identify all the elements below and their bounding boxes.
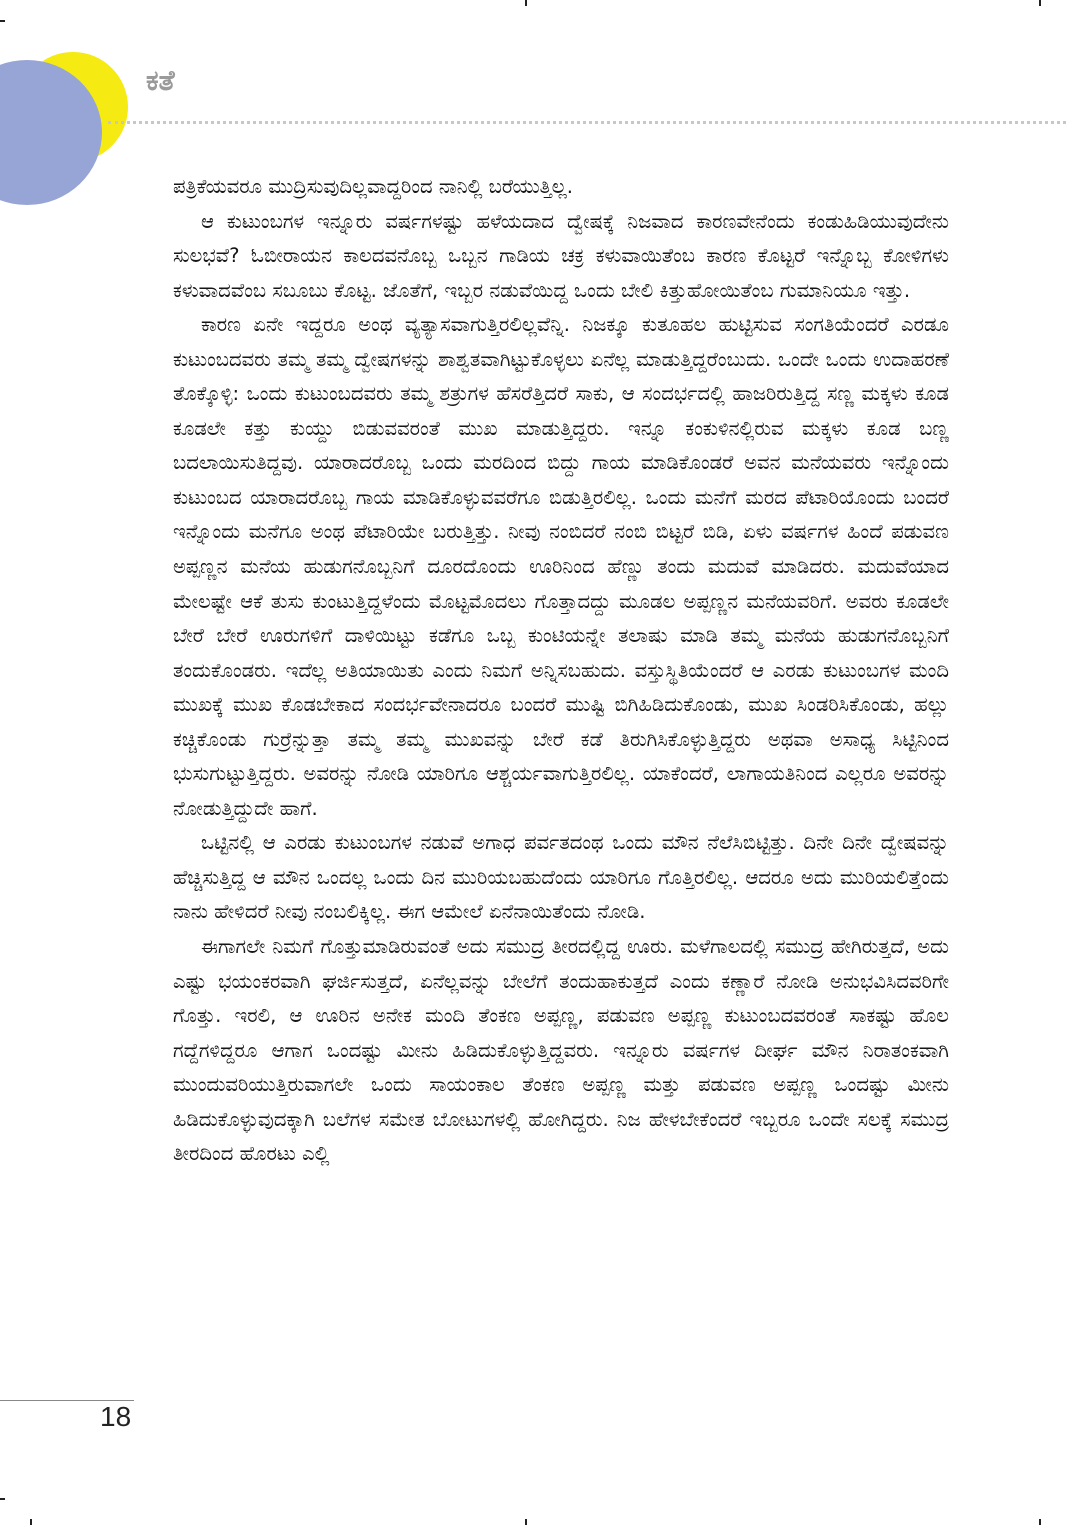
page-number: 18 bbox=[100, 1401, 132, 1432]
crop-mark-top-left bbox=[0, 20, 5, 22]
paragraph: ಆ ಕುಟುಂಬಗಳ ಇನ್ನೂರು ವರ್ಷಗಳಷ್ಟು ಹಳೆಯದಾದ ದ್ವೇಷಕ್ಕೆ ನಿಜವಾದ ಕಾರಣವೇನೆಂದು ಕಂಡುಹಿಡಿಯುವುದೇನು ಸುಲಭವೆ? ಓಬೀರಾಯನ ಕಾಲದವನೊಬ್ಬ ಒಬ್ಬನ ಗಾಡಿಯ ಚಕ್ರ ಕಳುವಾಯಿತೆಂಬ ಕಾರಣ ಕೊಟ್ಟರೆ ಇನ್ನೊಬ್ಬ ಕೋಳಿಗಳು ಕಳುವಾದವೆಂಬ ಸಬೂಬು ಕೊಟ್ಟ. ಜೊತೆಗೆ, ಇಬ್ಬರ ನಡುವೆಯಿದ್ದ ಒಂದು ಬೇಲಿ ಕಿತ್ತುಹೋಯಿತೆಂಬ ಗುಮಾನಿಯೂ ಇತ್ತು. bbox=[173, 209, 949, 302]
crop-mark-bottom-left bbox=[0, 1498, 5, 1500]
crop-mark-bottom-left-v bbox=[30, 1519, 32, 1525]
paragraph: ಪತ್ರಿಕೆಯವರೂ ಮುದ್ರಿಸುವುದಿಲ್ಲವಾದ್ದರಿಂದ ನಾನಿಲ್ಲಿ ಬರೆಯುತ್ತಿಲ್ಲ. bbox=[173, 175, 573, 198]
story-body bbox=[173, 170, 949, 1172]
header-dotted-rule bbox=[108, 121, 1066, 124]
crop-mark-top-center bbox=[525, 0, 527, 6]
crop-mark-bottom-right bbox=[1039, 1519, 1041, 1525]
paragraph: ಒಟ್ಟಿನಲ್ಲಿ ಆ ಎರಡು ಕುಟುಂಬಗಳ ನಡುವೆ ಅಗಾಧ ಪರ್ವತದಂಥ ಒಂದು ಮೌನ ನೆಲೆಸಿಬಿಟ್ಟಿತ್ತು. ದಿನೇ ದಿನೇ ದ್ವೇಷವನ್ನು ಹೆಚ್ಚಿಸುತ್ತಿದ್ದ ಆ ಮೌನ ಒಂದಲ್ಲ ಒಂದು ದಿನ ಮುರಿಯಬಹುದೆಂದು ಯಾರಿಗೂ ಗೊತ್ತಿರಲಿಲ್ಲ. ಆದರೂ ಅದು ಮುರಿಯಲಿತ್ತೆಂದು ನಾನು ಹೇಳಿದರೆ ನೀವು ನಂಬಲಿಕ್ಕಿಲ್ಲ. ಈಗ ಆಮೇಲೆ ಏನೆನಾಯಿತೆಂದು ನೋಡಿ. bbox=[173, 831, 949, 924]
section-title: ಕತೆ bbox=[146, 64, 175, 97]
paragraph: ಈಗಾಗಲೇ ನಿಮಗೆ ಗೊತ್ತುಮಾಡಿರುವಂತೆ ಅದು ಸಮುದ್ರ ತೀರದಲ್ಲಿದ್ದ ಊರು. ಮಳೆಗಾಲದಲ್ಲಿ ಸಮುದ್ರ ಹೇಗಿರುತ್ತದೆ, ಅದು ಎಷ್ಟು ಭಯಂಕರವಾಗಿ ಘರ್ಜಿಸುತ್ತದೆ, ಏನೆಲ್ಲವನ್ನು ಬೇಲೆಗೆ ತಂದುಹಾಕುತ್ತದೆ ಎಂದು ಕಣ್ಣಾರೆ ನೋಡಿ ಅನುಭವಿಸಿದವರಿಗೇ ಗೊತ್ತು. ಇರಲಿ, ಆ ಊರಿನ ಅನೇಕ ಮಂದಿ ತೆಂಕಣ ಅಪ್ಪಣ್ಣ, ಪಡುವಣ ಅಪ್ಪಣ್ಣ ಕುಟುಂಬದವರಂತೆ ಸಾಕಷ್ಟು ಹೊಲ ಗದ್ದೆಗಳಿದ್ದರೂ ಆಗಾಗ ಒಂದಷ್ಟು ಮೀನು ಹಿಡಿದುಕೊಳ್ಳುತ್ತಿದ್ದವರು. ಇನ್ನೂರು ವರ್ಷಗಳ ದೀರ್ಘ ಮೌನ ನಿರಾತಂಕವಾಗಿ ಮುಂದುವರಿಯುತ್ತಿರುವಾಗಲೇ ಒಂದು ಸಾಯಂಕಾಲ ತೆಂಕಣ ಅಪ್ಪಣ್ಣ ಮತ್ತು ಪಡುವಣ ಅಪ್ಪಣ್ಣ ಒಂದಷ್ಟು ಮೀನು ಹಿಡಿದುಕೊಳ್ಳುವುದಕ್ಕಾಗಿ ಬಲೆಗಳ ಸಮೇತ ಬೋಟುಗಳಲ್ಲಿ ಹೋಗಿದ್ದರು. ನಿಜ ಹೇಳಬೇಕೆಂದರೆ ಇಬ್ಬರೂ ಒಂದೇ ಸಲಕ್ಕೆ ಸಮುದ್ರ ತೀರದಿಂದ ಹೊರಟು ಎಲ್ಲಿ bbox=[173, 935, 949, 1166]
crop-mark-bottom-center bbox=[525, 1519, 527, 1525]
crop-mark-top-right bbox=[1039, 0, 1041, 6]
paragraph: ಕಾರಣ ಏನೇ ಇದ್ದರೂ ಅಂಥ ವ್ಯತ್ಯಾಸವಾಗುತ್ತಿರಲಿಲ್ಲವೆನ್ನಿ. ನಿಜಕ್ಕೂ ಕುತೂಹಲ ಹುಟ್ಟಿಸುವ ಸಂಗತಿಯೆಂದರೆ ಎರಡೂ ಕುಟುಂಬದವರು ತಮ್ಮ ತಮ್ಮ ದ್ವೇಷಗಳನ್ನು ಶಾಶ್ವತವಾಗಿಟ್ಟುಕೊಳ್ಳಲು ಏನೆಲ್ಲ ಮಾಡುತ್ತಿದ್ದರೆಂಬುದು. ಒಂದೇ ಒಂದು ಉದಾಹರಣೆ ತೊಕ್ಕೊಳ್ಳಿ: ಒಂದು ಕುಟುಂಬದವರು ತಮ್ಮ ಶತ್ರುಗಳ ಹೆಸರೆತ್ತಿದರೆ ಸಾಕು, ಆ ಸಂದರ್ಭದಲ್ಲಿ ಹಾಜರಿರುತ್ತಿದ್ದ ಸಣ್ಣ ಮಕ್ಕಳು ಕೂಡ ಕೂಡಲೇ ಕತ್ತು ಕುಯ್ದು ಬಿಡುವವರಂತೆ ಮುಖ ಮಾಡುತ್ತಿದ್ದರು. ಇನ್ನೂ ಕಂಕುಳಿನಲ್ಲಿರುವ ಮಕ್ಕಳು ಕೂಡ ಬಣ್ಣ ಬದಲಾಯಿಸುತಿದ್ದವು. ಯಾರಾದರೊಬ್ಬ ಒಂದು ಮರದಿಂದ ಬಿದ್ದು ಗಾಯ ಮಾಡಿಕೊಂಡರೆ ಅವನ ಮನೆಯವರು ಇನ್ನೊಂದು ಕುಟುಂಬದ ಯಾರಾದರೊಬ್ಬ ಗಾಯ ಮಾಡಿಕೊಳ್ಳುವವರೆಗೂ ಬಿಡುತ್ತಿರಲಿಲ್ಲ. ಒಂದು ಮನೆಗೆ ಮರದ ಪೆಟಾರಿಯೊಂದು ಬಂದರೆ ಇನ್ನೊಂದು ಮನೆಗೂ ಅಂಥ ಪೆಟಾರಿಯೇ ಬರುತ್ತಿತ್ತು. ನೀವು ನಂಬಿದರೆ ನಂಬಿ ಬಿಟ್ಟರೆ ಬಿಡಿ, ಏಳು ವರ್ಷಗಳ ಹಿಂದೆ ಪಡುವಣ ಅಪ್ಪಣ್ಣನ ಮನೆಯ ಹುಡುಗನೊಬ್ಬನಿಗೆ ದೂರದೊಂದು ಊರಿನಿಂದ ಹೆಣ್ಣು ತಂದು ಮದುವೆ ಮಾಡಿದರು. ಮದುವೆಯಾದ ಮೇಲಷ್ಟೇ ಆಕೆ ತುಸು ಕುಂಟುತ್ತಿದ್ದಳೆಂದು ಮೊಟ್ಟಮೊದಲು ಗೊತ್ತಾದದ್ದು ಮೂಡಲ ಅಪ್ಪಣ್ಣನ ಮನೆಯವರಿಗೆ. ಅವರು ಕೂಡಲೇ ಬೇರೆ ಬೇರೆ ಊರುಗಳಿಗೆ ದಾಳಿಯಿಟ್ಟು ಕಡೆಗೂ ಒಬ್ಬ ಕುಂಟಿಯನ್ನೇ ತಲಾಷು ಮಾಡಿ ತಮ್ಮ ಮನೆಯ ಹುಡುಗನೊಬ್ಬನಿಗೆ ತಂದುಕೊಂಡರು. ಇದೆಲ್ಲ ಅತಿಯಾಯಿತು ಎಂದು ನಿಮಗೆ ಅನ್ನಿಸಬಹುದು. ವಸ್ತುಸ್ಥಿತಿಯೆಂದರೆ ಆ ಎರಡು ಕುಟುಂಬಗಳ ಮಂದಿ ಮುಖಕ್ಕೆ ಮುಖ ಕೊಡಬೇಕಾದ ಸಂದರ್ಭವೇನಾದರೂ ಬಂದರೆ ಮುಷ್ಟಿ ಬಿಗಿಹಿಡಿದುಕೊಂಡು, ಮುಖ ಸಿಂಡರಿಸಿಕೊಂಡು, ಹಲ್ಲು ಕಚ್ಚಿಕೊಂಡು ಗುರ್ರೆನ್ನುತ್ತಾ ತಮ್ಮ ತಮ್ಮ ಮುಖವನ್ನು ಬೇರೆ ಕಡೆ ತಿರುಗಿಸಿಕೊಳ್ಳುತ್ತಿದ್ದರು ಅಥವಾ ಅಸಾಧ್ಯ ಸಿಟ್ಟಿನಿಂದ ಭುಸುಗುಟ್ಟುತ್ತಿದ್ದರು. ಅವರನ್ನು ನೋಡಿ ಯಾರಿಗೂ ಆಶ್ಚರ್ಯವಾಗುತ್ತಿರಲಿಲ್ಲ. ಯಾಕೆಂದರೆ, ಲಾಗಾಯತಿನಿಂದ ಎಲ್ಲರೂ ಅವರನ್ನು ನೋಡುತ್ತಿದ್ದುದೇ ಹಾಗೆ. bbox=[173, 313, 949, 820]
